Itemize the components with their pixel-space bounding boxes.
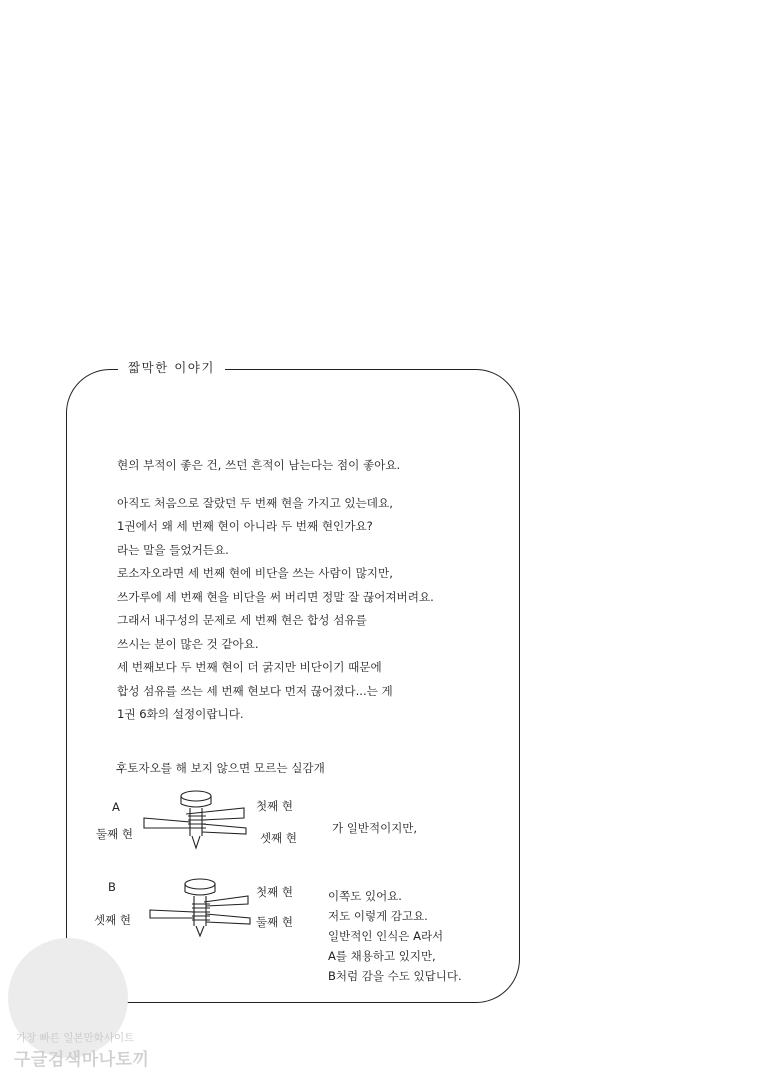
diagram-a-caption: 가 일반적이지만,: [332, 821, 418, 835]
paragraph-line: 1권 6화의 설정이랍니다.: [117, 707, 244, 721]
paragraph-line: 쓰가루에 세 번째 현을 비단을 써 버리면 정말 잘 끊어져버려요.: [117, 589, 434, 604]
diagram-a-label-top-right: 첫째 현: [256, 799, 293, 813]
paragraph-line: 그래서 내구성의 문제로 세 번째 현은 합성 섬유를: [117, 613, 367, 627]
diagram-subtitle: 후토자오를 해 보지 않으면 모르는 실감개: [116, 761, 325, 775]
paragraph-line: 1권에서 왜 세 번째 현이 아니라 두 번째 현인가요?: [117, 519, 373, 533]
spool-b-illustration: [144, 876, 256, 942]
paragraph-line: 현의 부적이 좋은 건, 쓰던 흔적이 남는다는 점이 좋아요.: [117, 458, 401, 472]
site-watermark: [2, 938, 162, 1080]
frame-title: 짧막한 이야기: [118, 358, 225, 376]
diagram-a-letter: A: [112, 800, 120, 814]
paragraph-line: 세 번째보다 두 번째 현이 더 굵지만 비단이기 때문에: [117, 660, 382, 674]
caption-line: 저도 이렇게 감고요.: [328, 909, 428, 923]
paragraph-line: 합성 섬유를 쓰는 세 번째 현보다 먼저 끊어졌다...는 게: [117, 683, 393, 698]
diagram-b-caption: [328, 886, 462, 986]
story-body: [117, 454, 497, 727]
diagram-a-label-left: 둘째 현: [96, 827, 133, 841]
caption-line: 이쪽도 있어요.: [328, 889, 402, 903]
watermark-line2: 구글검색마나토끼: [14, 1050, 150, 1070]
paragraph-line: 라는 말을 들었거든요.: [117, 542, 229, 557]
paragraph-line: 쓰시는 분이 많은 것 같아요.: [117, 636, 259, 651]
caption-line: B처럼 감을 수도 있답니다.: [328, 969, 462, 983]
diagram-b-label-bottom-right: 둘째 현: [256, 915, 293, 929]
caption-line: 일반적인 인식은 A라서: [328, 929, 444, 943]
paragraph-line: 로소자오라면 세 번째 현에 비단을 쓰는 사람이 많지만,: [117, 566, 393, 580]
diagram-b-label-left: 셋째 현: [94, 913, 131, 927]
watermark-line1: 가장 빠른 일본만화사이트: [16, 1032, 135, 1044]
diagram-b-letter: B: [108, 880, 116, 894]
paragraph-gap: [117, 478, 497, 492]
paragraph-line: 아직도 처음으로 잘랐던 두 번째 현을 가지고 있는데요,: [117, 495, 393, 510]
spool-a-illustration: [140, 788, 252, 854]
diagram-b-label-top-right: 첫째 현: [256, 885, 293, 899]
caption-line: A를 채용하고 있지만,: [328, 949, 436, 963]
diagram-a-label-bottom-right: 셋째 현: [260, 831, 297, 845]
